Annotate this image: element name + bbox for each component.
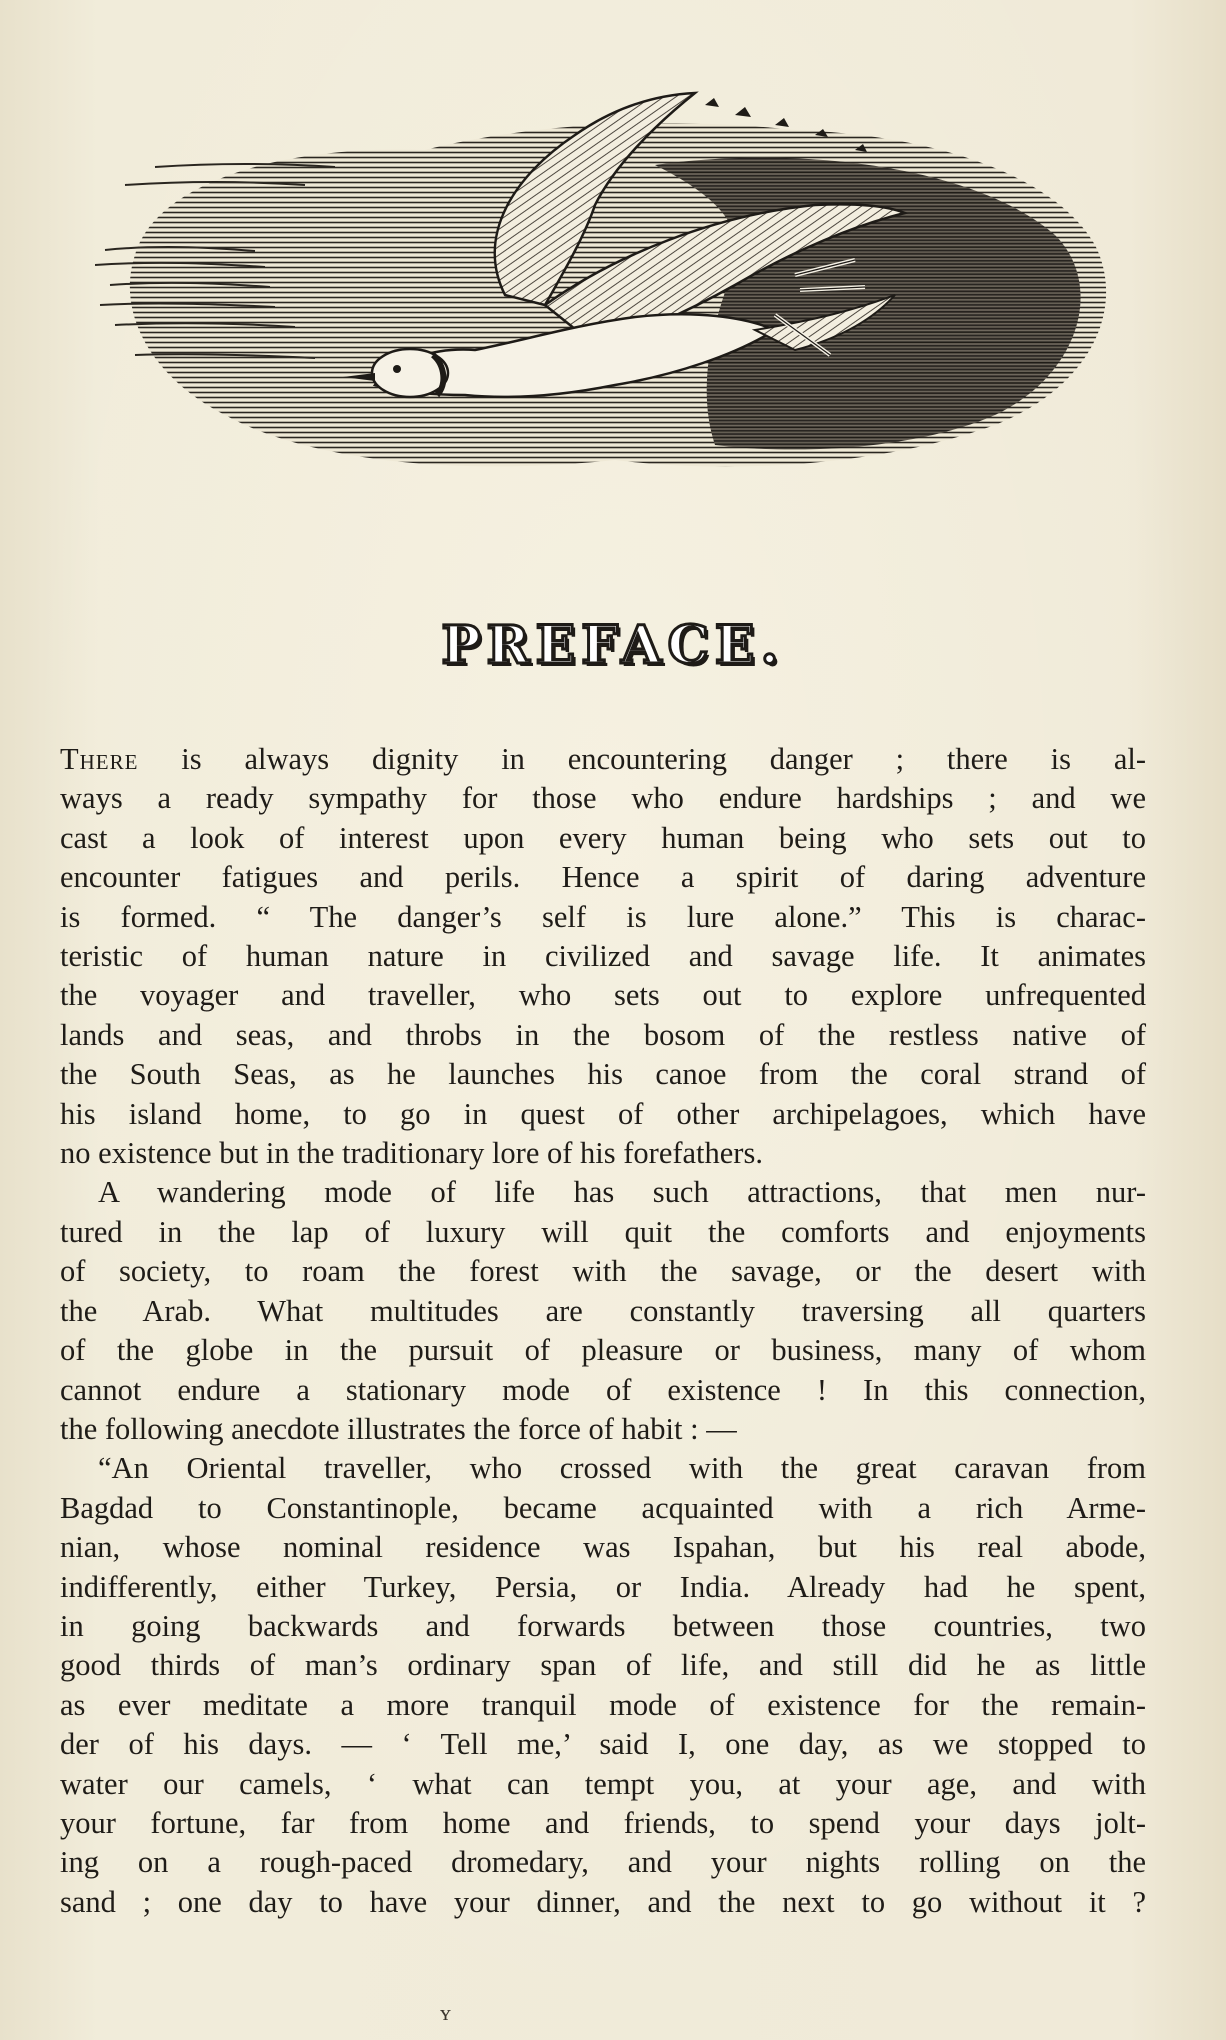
text-line: indifferently, either Turkey, Persia, or India. Already had he spent, [60,1569,1146,1604]
text-line: his island home, to go in quest of other archipelagoes, which have [60,1096,1146,1131]
text-line: cast a look of interest upon every human being who sets out to [60,820,1146,855]
text-line: your fortune, far from home and friends, to spend your days jolt- [60,1805,1146,1840]
text-line: “An Oriental traveller, who crossed with the great caravan from [98,1451,1146,1486]
paragraph-1 [60,740,1146,1173]
text-line: of the globe in the pursuit of pleasure or business, many of whom [60,1333,1146,1368]
text-line: good thirds of man’s ordinary span of life, and still did he as little [60,1648,1146,1683]
text-line: tured in the lap of luxury will quit the comforts and enjoyments [60,1214,1146,1249]
preface-body [60,740,1146,1922]
text-line: water our camels, ‘ what can tempt you, at your age, and with [60,1766,1146,1801]
text-line: of society, to roam the forest with the savage, or the desert with [60,1254,1146,1289]
paragraph-2 [60,1173,1146,1449]
text-line: teristic of human nature in civilized and savage life. It animates [60,939,1146,974]
text-line: der of his days. — ‘ Tell me,’ said I, one day, as we stopped to [60,1727,1146,1762]
text-line: is formed. “ The danger’s self is lure alone.” This is charac- [60,899,1146,934]
text-line: ways a ready sympathy for those who endure hardships ; and we [60,781,1146,816]
text-line: as ever meditate a more tranquil mode of existence for the remain- [60,1687,1146,1722]
text-line: the voyager and traveller, who sets out to explore unfrequented [60,978,1146,1013]
text-line: sand ; one day to have your dinner, and the next to go without it ? [60,1884,1146,1919]
seabird-icon [95,93,1106,467]
text-line: the following anecdote illustrates the force of habit : — [60,1411,737,1446]
text-line: encounter fatigues and perils. Hence a spirit of daring adventure [60,860,1146,895]
text-line: A wandering mode of life has such attractions, that men nur- [98,1175,1146,1210]
text-line: lands and seas, and throbs in the bosom of the restless native of [60,1017,1146,1052]
text-line: Bagdad to Constantinople, became acquainted with a rich Arme- [60,1490,1146,1525]
text-line: no existence but in the traditionary lore of his forefathers. [60,1136,763,1171]
text-line: cannot endure a stationary mode of existence ! In this connection, [60,1372,1146,1407]
paragraph-3 [60,1449,1146,1922]
text-line: ing on a rough-paced dromedary, and your nights rolling on the [60,1845,1146,1880]
printer-mark: ʏ [440,2000,451,2025]
page-title: PREFACE. [441,615,785,676]
vignette-illustration [95,55,1130,515]
text-line: There is always dignity in encountering danger ; there is al- [60,742,1146,776]
text-line: nian, whose nominal residence was Ispahan, but his real abode, [60,1530,1146,1565]
text-line: the Arab. What multitudes are constantly traversing all quarters [60,1293,1146,1328]
lead-word: There [60,742,139,776]
text-line: the South Seas, as he launches his canoe from the coral strand of [60,1057,1146,1092]
text-line: in going backwards and forwards between those countries, two [60,1608,1146,1643]
